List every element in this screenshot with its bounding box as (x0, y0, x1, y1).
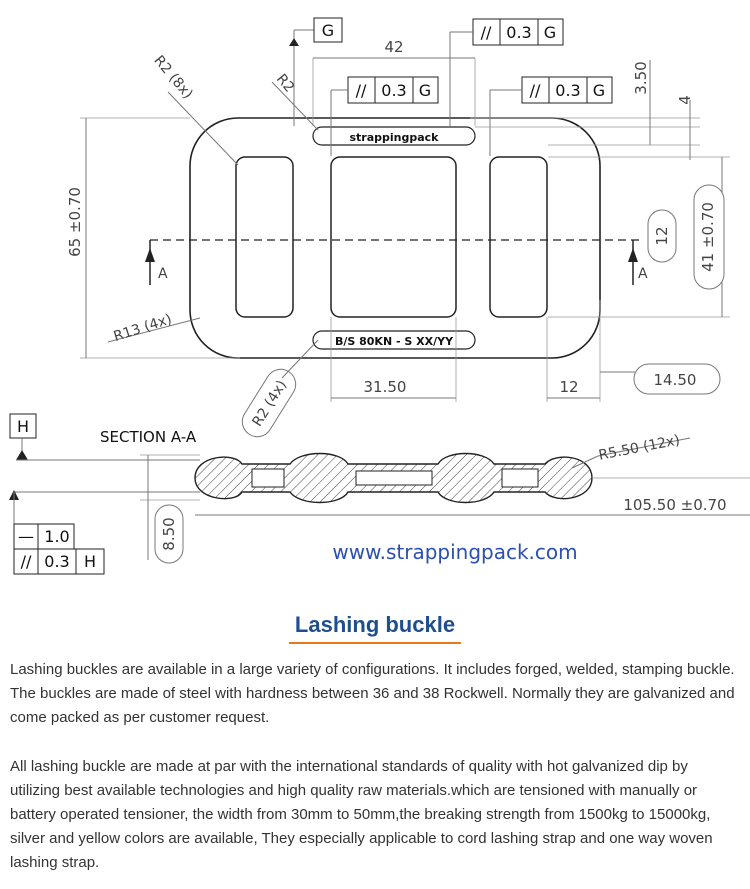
marking-top: strappingpack (349, 131, 439, 144)
fcf-mid-left-datum: G (418, 81, 432, 100)
datum-h-label: H (16, 417, 30, 436)
r5-50-12x: R5.50 (12x) (597, 432, 682, 464)
r2-4x: R2 (4x) (249, 377, 291, 430)
dim-12-bottom: 12 (559, 378, 579, 396)
section-arrow-right-label: A (638, 266, 648, 282)
r2-8x: R2 (8x) (150, 52, 196, 103)
section-arrow-left-label: A (158, 266, 168, 282)
fcf-flatness-tolerance: 1.0 (44, 527, 70, 546)
section-arrow-left (145, 240, 155, 285)
dim-4: 4 (676, 95, 694, 105)
section-heading: Lashing buckle (289, 612, 461, 644)
fcf-parallel-tolerance: 0.3 (44, 552, 70, 571)
datum-g-label: G (321, 21, 335, 40)
section-heading-container (0, 612, 750, 644)
fcf-top-datum: G (543, 23, 557, 42)
dim-31-50: 31.50 (363, 378, 407, 396)
watermark: www.strappingpack.com (332, 540, 578, 564)
fcf-mid-right-symbol: // (529, 81, 541, 100)
buckle-plan-view (150, 118, 640, 358)
description-paragraph-1: Lashing buckles are available in a large variety of configurations. It includes forged, welded, stamping buckle. The buckles are made of steel with hardness between 36 and 38 Rockwell. Normally they are galvanized and come packed as per customer request. (10, 661, 735, 726)
section-title: SECTION A-A (100, 428, 197, 446)
dim-65: 65 ±0.70 (66, 187, 84, 257)
fcf-parallel-datum: H (83, 552, 97, 571)
fcf-flatness-symbol: — (18, 527, 34, 546)
section-arrow-right (628, 240, 638, 285)
fcf-mid-right-datum: G (592, 81, 606, 100)
r2: R2 (272, 71, 298, 96)
marking-bottom: B/S 80KN - S XX/YY (334, 335, 454, 348)
dim-8-50: 8.50 (160, 517, 178, 551)
section-view (195, 454, 592, 503)
description-paragraph-2: All lashing buckle are made at par with the international standards of quality with hot galvanized dip by utilizing best available technologies and high quality raw materials.which are tensioned with manually or battery operated tensioner, the width from 30mm to 50mm,the breaking strength from 1500kg to 15000kg, silver and yellow colors are available, They especially applicable to cord lashing strap and one way woven lashing strap. (10, 758, 713, 871)
dim-105-50: 105.50 ±0.70 (623, 496, 727, 514)
dim-14-50: 14.50 (653, 371, 697, 389)
dim-3-50: 3.50 (632, 61, 650, 95)
dim-12-vertical: 12 (653, 226, 671, 246)
fcf-mid-right-tolerance: 0.3 (555, 81, 581, 100)
dim-42: 42 (384, 38, 404, 56)
dim-41: 41 ±0.70 (699, 202, 717, 272)
fcf-mid-left-symbol: // (355, 81, 367, 100)
fcf-top-symbol: // (480, 23, 492, 42)
fcf-top-tolerance: 0.3 (506, 23, 532, 42)
r13-4x: R13 (4x) (111, 311, 174, 346)
fcf-mid-left-tolerance: 0.3 (381, 81, 407, 100)
fcf-parallel-symbol: // (20, 552, 32, 571)
